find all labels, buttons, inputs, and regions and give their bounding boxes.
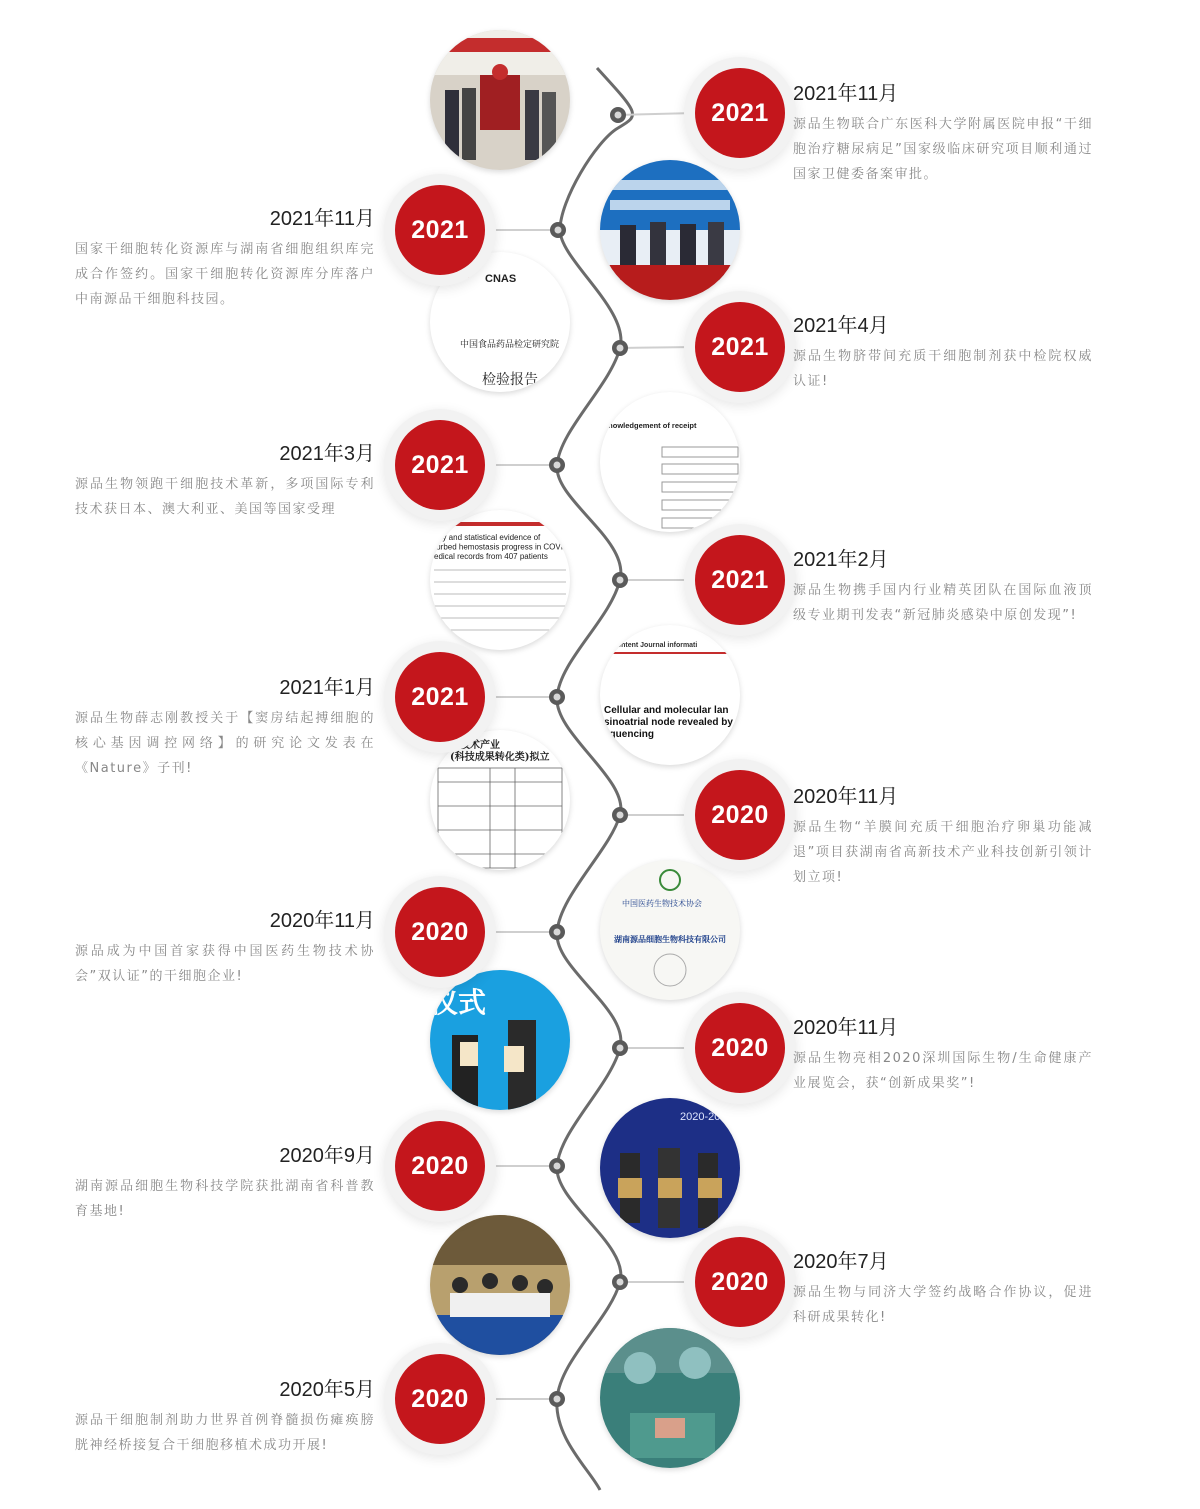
event-date: 2021年11月 [269,208,375,230]
nature-article-photo [600,625,740,765]
spine-dot-center [554,929,561,936]
spine-dot-center [615,112,622,119]
event-description: 源品生物携手国内行业精英团队在国际血液顶级专业期刊发表“新冠肺炎感染中原创发现”! [793,583,1093,623]
event-description: 源品生物领跑干细胞技术革新，多项国际专利技术获日本、澳大利亚、美国等国家受理 [75,477,375,517]
year-badge: 2021 [395,420,485,510]
project-title: 新技术产业(科技成果转化类)拟立 [450,740,550,763]
year-badge: 2020 [695,1003,785,1093]
patent-receipt-photo [600,392,740,532]
event-date: 2020年11月 [269,910,375,932]
paper-title: psy and statistical evidence of turbed hemostasis progress in COVI edical records from 407 patients [434,533,563,562]
spine-dot-center [554,1163,561,1170]
event-date: 2021年2月 [793,549,889,571]
event-description: 源品生物脐带间充质干细胞制剂获中检院权威认证! [793,349,1093,389]
journal-paper-photo [430,510,570,650]
ceremony-banner: 仪式 [430,987,487,1018]
spine-dot-center [554,462,561,469]
project-list-photo [430,730,570,870]
event-description: 国家干细胞转化资源库与湖南省细胞组织库完成合作签约。国家干细胞转化资源库分库落户中南源品干细胞科技园。 [75,242,375,307]
year-badge: 2021 [695,535,785,625]
event-description: 源品生物联合广东医科大学附属医院申报“干细胞治疗糖尿病足”国家级临床研究项目顺利通过国家卫健委备案审批。 [793,117,1093,182]
timeline-event [75,1142,375,1224]
spine-dot-center [617,1045,624,1052]
spine-dot-center [617,577,624,584]
timeline-event [793,783,1093,890]
event-description: 源品生物薛志刚教授关于【窦房结起搏细胞的核心基因调控网络】的研究论文发表在《Nature》子刊! [75,711,375,776]
tongji-signing-photo [430,1215,570,1355]
timeline-event [793,546,1093,628]
year-badge: 2020 [695,1237,785,1327]
event-date: 2020年9月 [279,1145,375,1167]
education-base-photo [600,1098,740,1238]
registration-ceremony-photo [430,30,570,170]
spine-dot-center [617,1279,624,1286]
timeline-event [793,1014,1093,1096]
event-date: 2021年4月 [793,315,889,337]
year-badge: 2021 [395,652,485,742]
spine-dot-center [554,694,561,701]
year-badge: 2020 [395,1121,485,1211]
timeline-event [75,907,375,989]
connector-line [618,113,695,115]
surgery-photo [600,1328,740,1468]
event-date: 2020年11月 [793,1017,899,1039]
year-badge: 2020 [695,770,785,860]
connector-line [620,347,695,348]
event-description: 源品干细胞制剂助力世界首例脊髓损伤瘫痪膀胱神经桥接复合干细胞移植术成功开展! [75,1413,375,1453]
event-description: 源品生物“羊膜间充质干细胞治疗卵巢功能减退”项目获湖南省高新技术产业科技创新引领计划立项! [793,820,1093,885]
institute-text: 中国食品药品检定研究院 [460,340,560,350]
event-description: 源品成为中国首家获得中国医药生物技术协会”双认证”的干细胞企业! [75,944,375,984]
event-description: 源品生物与同济大学签约战略合作协议，促进科研成果转化! [793,1285,1093,1325]
report-text: 检验报告 [482,372,538,388]
nature-nav: ur content Journal informati [604,642,698,649]
spine-dot-center [617,812,624,819]
event-date: 2021年3月 [279,443,375,465]
spine-dot-center [554,1396,561,1403]
event-description: 源品生物亮相2020深圳国际生物/生命健康产业展览会，获“创新成果奖”! [793,1051,1093,1091]
timeline-event [75,205,375,312]
year-badge: 2020 [395,1354,485,1444]
cnas-text: CNAS [485,273,517,285]
certificate-photo [600,860,740,1000]
spine-dot-center [617,345,624,352]
receipt-title: knowledgement of receipt [604,421,697,430]
signing-ceremony-photo [600,160,740,300]
event-date: 2020年7月 [793,1251,889,1273]
timeline-event [75,440,375,522]
cert-org: 中国医药生物技术协会 [622,899,702,908]
expo-banner: 2020-20 [680,1111,721,1123]
timeline-event [75,1376,375,1458]
timeline-event [793,312,1093,394]
event-date: 2020年11月 [793,786,899,808]
award-ceremony-photo [430,970,570,1110]
year-badge: 2021 [695,68,785,158]
event-date: 2020年5月 [279,1379,375,1401]
event-date: 2021年1月 [279,677,375,699]
year-badge: 2021 [695,302,785,392]
cert-title: 湖南源品细胞生物科技有限公司 [614,934,726,944]
event-date: 2021年11月 [793,83,899,105]
timeline-event [793,1248,1093,1330]
spine-dot-center [555,227,562,234]
timeline-event [793,80,1093,187]
year-badge: 2021 [395,185,485,275]
timeline-event [75,674,375,781]
nature-title: Cellular and molecular lan sinoatrial node revealed by equencing [604,705,733,740]
event-description: 湖南源品细胞生物科技学院获批湖南省科普教育基地! [75,1179,375,1219]
year-badge: 2020 [395,887,485,977]
